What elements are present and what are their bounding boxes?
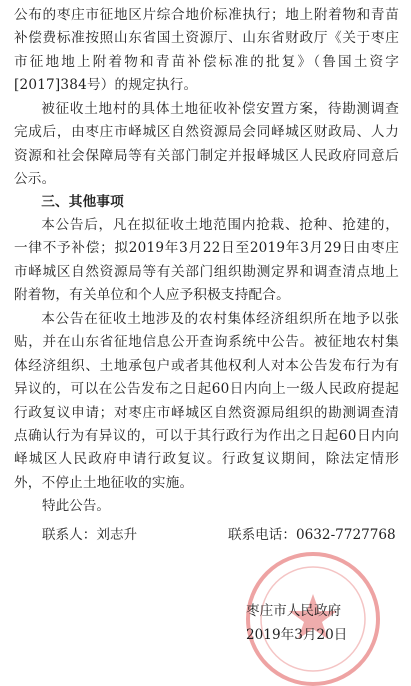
contact-phone: 联系电话：0632-7727768 bbox=[228, 527, 396, 543]
section-heading-other-matters: 三、其他事项 bbox=[41, 194, 124, 210]
issue-date: 2019年3月20日 bbox=[246, 627, 348, 643]
issuer-name: 枣庄市人民政府 bbox=[246, 603, 342, 619]
paragraph-compensation-plan: 被征收土地村的具体土地征收补偿安置方案，待勘测调查完成后，由枣庄市峄城区自然资源局会同峄城区财政局、人力资源和社会保障局等有关部门制定并报峄城区人民政府同意后公示。 bbox=[14, 101, 399, 188]
paragraph-land-price: 公布的枣庄市征地区片综合地价标准执行；地上附着物和青苗补偿费标准按照山东省国土资源厅、山东省财政厅《关于枣庄市征地地上附着物和青苗补偿标准的批复》（鲁国土资字[2017]384号）的规定执行。 bbox=[14, 7, 399, 94]
contact-person: 联系人：刘志升 bbox=[42, 527, 138, 543]
paragraph-no-compensation: 本公告后，凡在拟征收土地范围内抢栽、抢种、抢建的，一律不予补偿；拟2019年3月22日至2019年3月29日由枣庄市峄城区自然资源局等有关部门组织勘测定界和调查清点地上附着物，有关单位和个人应予积极支持配合。 bbox=[14, 217, 399, 304]
paragraph-posting-appeal: 本公告在征收土地涉及的农村集体经济组织所在地予以张贴，并在山东省征地信息公开查询系统中公告。被征地农村集体经济组织、土地承包户或者其他权利人对本公告发布行为有异议的，可以在公告发布之日起60日内向上一级人民政府提起行政复议申请；对枣庄市峄城区自然资源局组织的勘测调查清点确认行为有异议的，可以于其行政行为作出之日起60日内向峄城区人民政府申请行政复议。行政复议期间，除法定情形外，不停止土地征收的实施。 bbox=[14, 311, 399, 491]
closing-statement: 特此公告。 bbox=[42, 498, 110, 514]
